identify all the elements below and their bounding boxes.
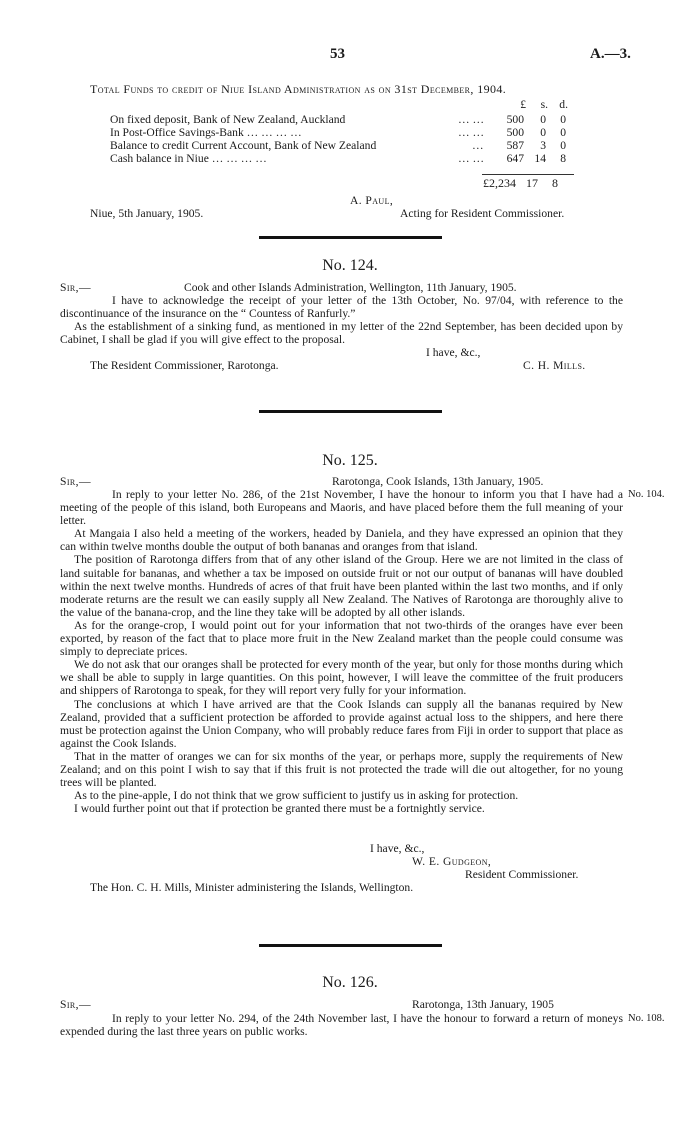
letter-address: Rarotonga, 13th January, 1905 (412, 998, 554, 1011)
funds-row-label: Balance to credit Current Account, Bank of New Zealand (110, 139, 377, 152)
funds-row-pounds: 500 (506, 113, 524, 126)
letter-salutation: Sir,— (60, 281, 91, 294)
letter-paragraph: We do not ask that our oranges shall be protected for every month of the year, but only for those months during which we shall be able to supply in large quantities. On this point, however, I will leave the committee of the fruit producers and shippers of Rarotonga to speak, for they will report very fully for your information. (60, 658, 623, 698)
funds-signatory: A. Paul, (350, 194, 394, 207)
funds-row-shillings: 3 (540, 139, 546, 152)
col-head-pence: d. (559, 98, 568, 111)
letter-signature: W. E. Gudgeon, (412, 855, 492, 868)
funds-row-pounds: 587 (506, 139, 524, 152)
letter-paragraph: As to the pine-apple, I do not think that we grow sufficient to justify us in asking for protection. (74, 789, 519, 803)
letter-closing: I have, &c., (370, 842, 425, 855)
funds-row (110, 113, 605, 126)
letter-addressee: The Hon. C. H. Mills, Minister administering the Islands, Wellington. (90, 881, 414, 894)
letter-addressee: The Resident Commissioner, Rarotonga. (90, 359, 279, 372)
letter-salutation: Sir,— (60, 475, 91, 488)
funds-row-pence: 0 (560, 139, 566, 152)
funds-row-pence: 8 (560, 152, 566, 165)
funds-row-label: Cash balance in Niue … … … … (110, 152, 267, 165)
document-reference: A.—3. (590, 46, 631, 62)
funds-column-heads (492, 98, 568, 111)
funds-row-pence: 0 (560, 126, 566, 139)
total-shillings: 17 (526, 176, 538, 190)
letter-paragraph: As for the orange-crop, I would point out for your information that not two-thirds of the oranges have ever been exported, by reason of the fact that to place more fruit in the New Zealand market than the people could consume was simply to depreciate prices. (60, 618, 623, 659)
letter-paragraph: I would further point out that if protection be granted there must be a fortnightly service. (74, 802, 485, 816)
col-head-shillings: s. (540, 98, 548, 111)
funds-row-leader: … … (458, 152, 485, 165)
letter-paragraph: That in the matter of oranges we can for six months of the year, or perhaps more, supply the requirements of New Zealand; and on this point I wish to say that if this fruit is not protected the trade will die out altogether, for no young trees will be planted. (60, 749, 623, 790)
funds-row-pence: 0 (560, 113, 566, 126)
margin-reference: No. 104. (628, 489, 665, 500)
funds-place-date: Niue, 5th January, 1905. (90, 207, 204, 220)
funds-row (110, 126, 605, 139)
letter-paragraph: The position of Rarotonga differs from that of any other island of the Group. Here we are not limited in the class of land suitable for bananas, and whether a tax be imposed on outside fruit or not our output of bananas will have doubled within the next twelve months. Hundreds of acres of that fruit have been planted within the last two months, and if only moderate returns are the result we can easily supply all New Zealand. The Natives of Rarotonga are thoroughly alive to the value of the banana-crop, and the line they take will be adopted by all other islands. (60, 553, 623, 619)
letter-body (60, 1012, 623, 1038)
funds-row (110, 139, 605, 152)
margin-reference: No. 108. (628, 1013, 665, 1024)
funds-row-label: In Post-Office Savings-Bank … … … … (110, 126, 302, 139)
letter-number: No. 125. (322, 452, 378, 469)
section-divider (259, 944, 442, 947)
funds-title: Total Funds to credit of Niue Island Administration as on 31st December, 1904. (90, 82, 507, 96)
letter-signature-title: Resident Commissioner. (465, 868, 579, 881)
letter-paragraph: I have to acknowledge the receipt of your letter of the 13th October, No. 97/04, with reference to the discontinuance of the insurance on the “ Countess of Ranfurly.” (60, 294, 623, 321)
funds-row-leader: … (472, 139, 484, 152)
funds-row-shillings: 0 (540, 126, 546, 139)
letter-paragraph: The conclusions at which I have arrived are that the Cook Islands can supply all the bananas required by New Zealand, provided that a sufficient protection be afforded to provide against actual loss to the shippers, and here there must be protection against the Union Company, who will probably reduce fares from Fiji in order to support that place as against the Cook Islands. (60, 697, 623, 750)
funds-table (110, 113, 605, 165)
funds-row-shillings: 0 (540, 113, 546, 126)
letter-body (60, 488, 623, 815)
letter-address: Cook and other Islands Administration, Wellington, 11th January, 1905. (184, 281, 517, 294)
funds-row-leader: … … (458, 126, 485, 139)
funds-signatory-title: Acting for Resident Commissioner. (400, 207, 565, 220)
letter-closing: I have, &c., (426, 346, 481, 359)
letter-signature: C. H. Mills. (523, 359, 586, 372)
letter-paragraph: As the establishment of a sinking fund, as mentioned in my letter of the 22nd September, has been decided upon by Cabinet, I shall be glad if you will give effect to the proposal. (60, 320, 623, 347)
section-divider (259, 410, 442, 413)
total-rule (482, 174, 574, 175)
letter-paragraph: At Mangaia I also held a meeting of the workers, headed by Daniela, and they have expressed an opinion that they can within twelve months double the output of both bananas and oranges from that island. (60, 527, 623, 554)
section-divider (259, 236, 442, 239)
col-head-pounds: £ (520, 98, 526, 111)
letter-number: No. 126. (322, 974, 378, 991)
funds-row-label: On fixed deposit, Bank of New Zealand, Auckland (110, 113, 346, 126)
letter-salutation: Sir,— (60, 998, 91, 1011)
letter-body (60, 294, 623, 346)
funds-total (472, 177, 558, 190)
letter-address: Rarotonga, Cook Islands, 13th January, 1905. (332, 475, 544, 488)
letter-paragraph: In reply to your letter No. 294, of the 24th November last, I have the honour to forward a return of moneys expended during the last three years on public works. (60, 1012, 623, 1039)
letter-paragraph: In reply to your letter No. 286, of the 21st November, I have the honour to inform you that I have had a meeting of the people of this island, both Europeans and Maoris, and have placed before them the full meaning of your letter. (60, 488, 623, 528)
funds-row-pounds: 500 (506, 126, 524, 139)
page-number: 53 (330, 46, 345, 62)
funds-row (110, 152, 605, 165)
funds-row-pounds: 647 (506, 152, 524, 165)
total-pounds: £2,234 (483, 176, 516, 190)
funds-row-shillings: 14 (534, 152, 546, 165)
total-pence: 8 (552, 176, 558, 190)
letter-number: No. 124. (322, 257, 378, 274)
funds-row-leader: … … (458, 113, 485, 126)
